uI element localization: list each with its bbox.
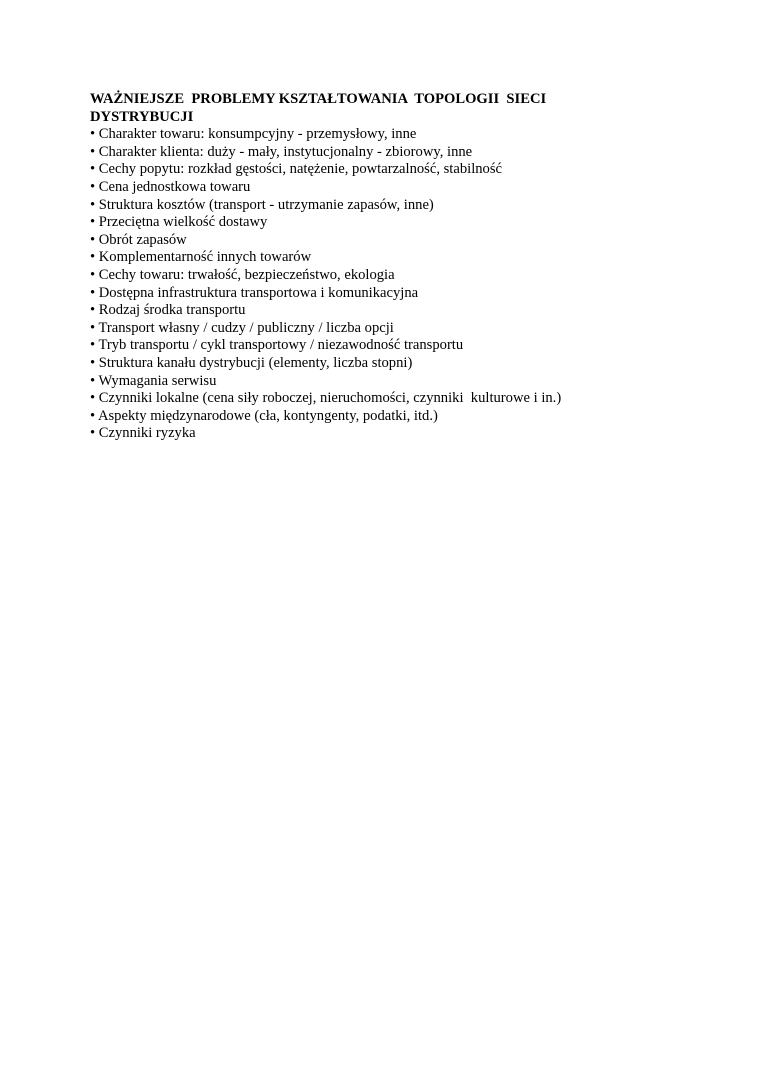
list-item (90, 302, 710, 320)
bullet-icon: • (90, 390, 96, 407)
list-item-text: Wymagania serwisu (98, 372, 217, 389)
list-item-text: Charakter towaru: konsumpcyjny - przemysłowy, inne (98, 126, 417, 143)
list-item (90, 373, 710, 391)
document-content (90, 91, 710, 443)
list-item (90, 355, 710, 373)
document-title (90, 91, 710, 126)
bullet-icon: • (90, 266, 96, 283)
bullet-icon: • (90, 337, 96, 354)
bullet-icon: • (90, 284, 96, 301)
bullet-icon: • (90, 231, 96, 248)
list-item (90, 408, 710, 426)
title-line: DYSTRYBUCJI (90, 108, 194, 125)
list-item-text: Tryb transportu / cykl transportowy / niezawodność transportu (98, 337, 464, 354)
list-item-text: Aspekty międzynarodowe (cła, kontyngenty, podatki, itd.) (97, 407, 438, 424)
bullet-icon: • (90, 196, 96, 213)
list-item (90, 249, 710, 267)
list-item-text: Obrót zapasów (98, 231, 187, 248)
bullet-icon: • (90, 214, 96, 231)
list-item-text: Struktura kosztów (transport - utrzymanie zapasów, inne) (98, 196, 434, 213)
bullet-icon: • (90, 319, 96, 336)
list-item (90, 267, 710, 285)
list-item-text: Struktura kanału dystrybucji (elementy, liczba stopni) (98, 354, 413, 371)
list-item-text: Charakter klienta: duży - mały, instytucjonalny - zbiorowy, inne (98, 143, 473, 160)
list-item-text: Cena jednostkowa towaru (98, 178, 251, 195)
bullet-list (90, 126, 710, 443)
list-item-text: Cechy popytu: rozkład gęstości, natężenie, powtarzalność, stabilność (98, 161, 502, 178)
list-item-text: Przeciętna wielkość dostawy (98, 214, 268, 231)
bullet-icon: • (90, 302, 96, 319)
bullet-icon: • (90, 126, 96, 143)
list-item (90, 232, 710, 250)
list-item-text: Komplementarność innych towarów (98, 249, 312, 266)
list-item (90, 126, 710, 144)
list-item (90, 320, 710, 338)
list-item (90, 390, 710, 408)
list-item-text: Czynniki lokalne (cena siły roboczej, nieruchomości, czynniki kulturowe i in.) (98, 390, 562, 407)
list-item (90, 179, 710, 197)
list-item-text: Czynniki ryzyka (98, 425, 196, 442)
bullet-icon: • (90, 143, 96, 160)
list-item (90, 144, 710, 162)
bullet-icon: • (90, 372, 96, 389)
list-item (90, 337, 710, 355)
list-item-text: Cechy towaru: trwałość, bezpieczeństwo, ekologia (98, 266, 395, 283)
bullet-icon: • (90, 249, 96, 266)
bullet-icon: • (90, 407, 96, 424)
bullet-icon: • (90, 354, 96, 371)
list-item-text: Transport własny / cudzy / publiczny / liczba opcji (98, 319, 394, 336)
list-item-text: Rodzaj środka transportu (98, 302, 246, 319)
bullet-icon: • (90, 178, 96, 195)
bullet-icon: • (90, 161, 96, 178)
bullet-icon: • (90, 425, 96, 442)
list-item (90, 161, 710, 179)
title-line: WAŻNIEJSZE PROBLEMY KSZTAŁTOWANIA TOPOLOGII SIECI (90, 91, 547, 107)
list-item (90, 285, 710, 303)
list-item (90, 214, 710, 232)
list-item (90, 425, 710, 443)
list-item-text: Dostępna infrastruktura transportowa i komunikacyjna (98, 284, 419, 301)
list-item (90, 197, 710, 215)
